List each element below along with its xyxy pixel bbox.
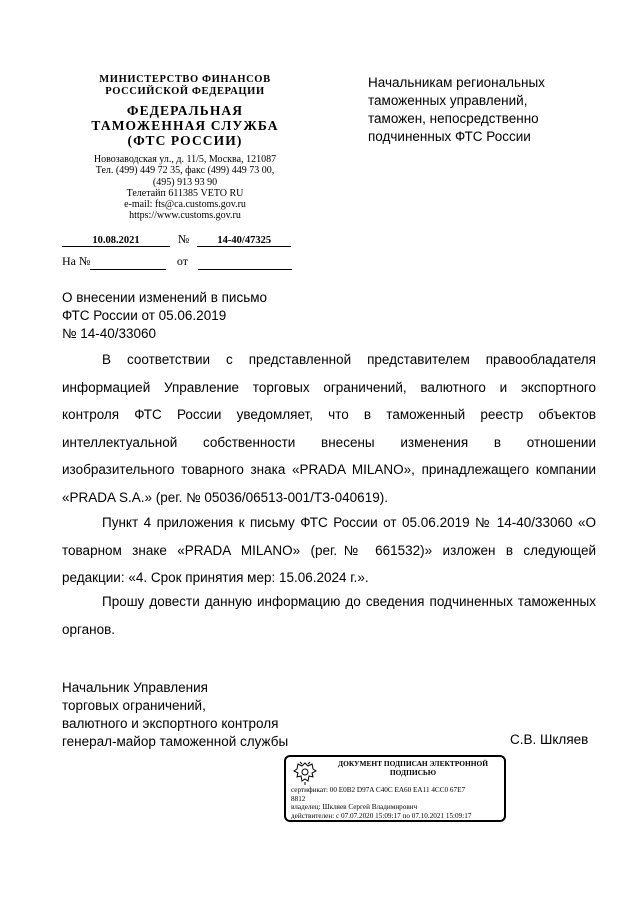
addressee: [368, 74, 608, 146]
paragraph-1-text: В соответствии с представленной представителем правообладателя информацией Управление торговых ограничений, валютного и экспортного контроля ФТС России уведомляет, что в таможенный реестр объектов интеллектуальной собственности внесены изменения в отношении изобразительного товарного знака «PRADA MILANO», принадлежащего компании «PRADA S.A.» (рег. № 05036/06513-001/ТЗ-040619).: [62, 352, 596, 505]
coat-of-arms-icon: [292, 760, 318, 786]
position-line-3: валютного и экспортного контроля: [62, 716, 279, 731]
ministry-line-2: РОССИЙСКОЙ ФЕДЕРАЦИИ: [105, 86, 265, 98]
outgoing-registration: [62, 232, 291, 247]
subject-line-3: № 14-40/33060: [62, 325, 157, 341]
agency-contacts: [60, 154, 310, 222]
subject-line-1: О внесении изменений в письмо: [62, 290, 268, 305]
website: https://www.customs.gov.ru: [129, 210, 241, 222]
address-line-3: (495) 913 93 90: [152, 176, 218, 188]
certificate-line-1: сертификат: 00 E0B2 D97A C40C EA60 EA11 4CC0 67E7: [291, 786, 466, 794]
reply-number-blank: [90, 254, 166, 270]
certificate-validity: действителен: с 07.07.2020 15:09:17 по 07.10.2021 15:09:17: [291, 811, 472, 820]
e-signature-stamp: [284, 755, 506, 822]
outgoing-number: 14-40/47325: [197, 235, 291, 247]
subject: [62, 289, 322, 342]
paragraph-3-text: Прошу довести данную информацию до сведения подчиненных таможенных органов.: [62, 594, 596, 637]
number-sign: №: [177, 232, 190, 246]
position-line-4: генерал-майор таможенной службы: [62, 734, 289, 749]
address-line-2: Тел. (499) 449 72 35, факс (499) 449 73 00,: [95, 165, 275, 177]
certificate-line-2: 8812: [291, 794, 306, 803]
e-signature-title: [324, 760, 502, 778]
addressee-line-2: таможенных управлений,: [368, 92, 528, 108]
reply-from-label: от: [176, 254, 188, 268]
e-signature-title-line-1: ДОКУМЕНТ ПОДПИСАН ЭЛЕКТРОННОЙ: [338, 759, 488, 768]
e-signature-title-line-2: ПОДПИСЬЮ: [389, 767, 437, 777]
reply-date-blank: [198, 254, 292, 270]
ministry-line-1: МИНИСТЕРСТВО ФИНАНСОВ: [99, 74, 271, 85]
ministry-name: [60, 74, 310, 98]
body-paragraph-1: [62, 346, 596, 511]
agency-line-3: (ФТС РОССИИ): [127, 133, 243, 149]
signatory-name: С.В. Шкляев: [510, 732, 589, 747]
certificate-owner: владелец: Шкляев Сергей Владимирович: [291, 803, 418, 812]
agency-line-2: ТАМОЖЕННАЯ СЛУЖБА: [91, 118, 279, 134]
subject-line-2: ФТС России от 05.06.2019: [62, 307, 227, 323]
agency-name: [60, 103, 310, 148]
body-paragraph-2: [62, 509, 596, 592]
addressee-line-4: подчиненных ФТС России: [368, 128, 531, 144]
address-line-1: Новозаводская ул., д. 11/5, Москва, 121087: [93, 154, 277, 165]
agency-line-1: ФЕДЕРАЛЬНАЯ: [126, 103, 244, 118]
addressee-line-3: таможен, непосредственно: [368, 110, 539, 126]
reply-to-label: На №: [62, 254, 91, 268]
body-paragraph-3: [62, 588, 596, 643]
paragraph-2-text: Пункт 4 приложения к письму ФТС России от 05.06.2019 № 14-40/33060 «О товарном знаке «PRADA MILANO» (рег.№ 661532)» изложен в следующей редакции: «4. Срок принятия мер: 15.06.2024 г.».: [62, 515, 596, 585]
e-signature-details: [291, 786, 503, 821]
addressee-line-1: Начальникам региональных: [368, 75, 545, 90]
outgoing-date: 10.08.2021: [62, 235, 170, 247]
signatory-position: [62, 679, 288, 751]
telex: Телетайп 611385 VETO RU: [126, 187, 244, 199]
reply-reference: [62, 254, 292, 270]
position-line-1: Начальник Управления: [62, 680, 208, 695]
email: e-mail: fts@ca.customs.gov.ru: [124, 199, 246, 211]
position-line-2: торговых ограничений,: [62, 698, 206, 713]
